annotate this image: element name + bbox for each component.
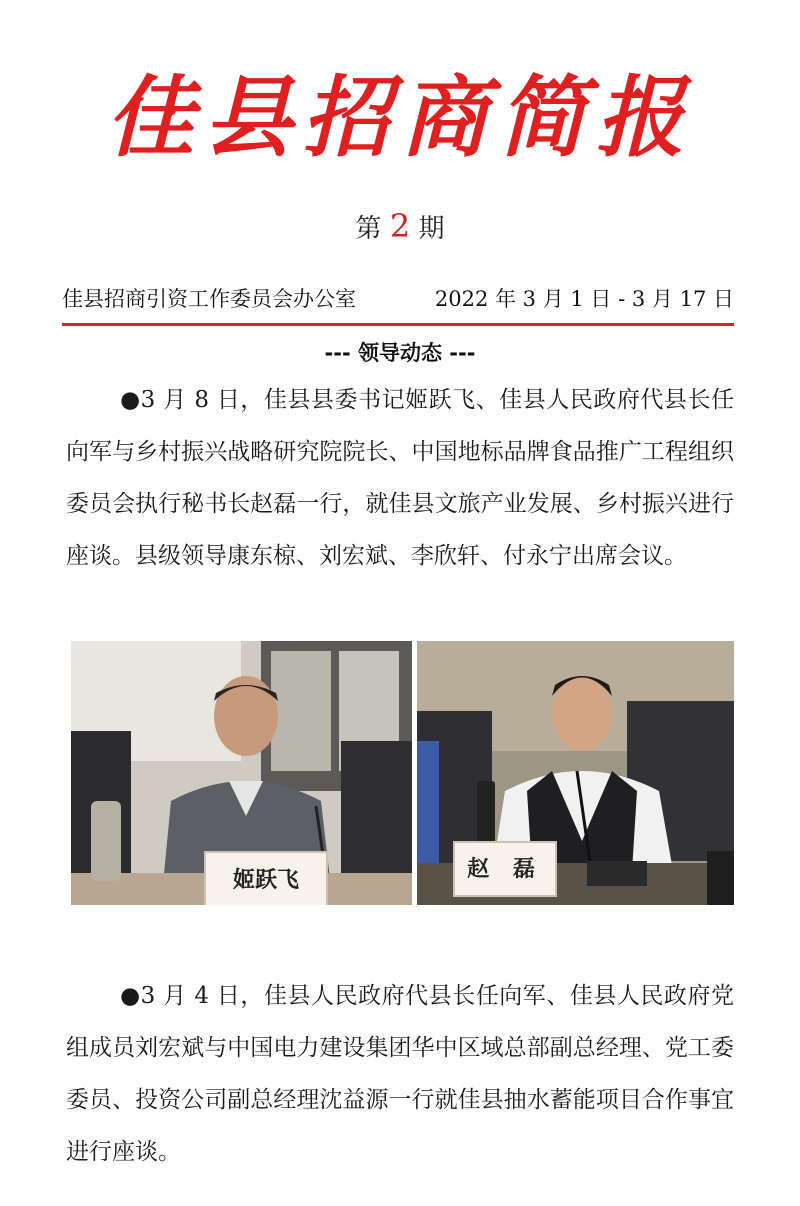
news-item-1: ●3 月 8 日，佳县县委书记姬跃飞、佳县人民政府代县长任向军与乡村振兴战略研究院院长、中国地标品牌食品推广工程组织委员会执行秘书长赵磊一行，就佳县文旅产业发展、乡村振兴进行座谈。县级领导康东椋、刘宏斌、李欣轩、付永宁出席会议。 [66, 387, 734, 569]
header-divider [62, 323, 734, 326]
issue-num: 2 [389, 207, 411, 245]
meeting-photo-right [417, 641, 734, 905]
issue-number [0, 206, 800, 249]
news-item-2: ●3 月 4 日，佳县人民政府代县长任向军、佳县人民政府党组成员刘宏斌与中国电力建设集团华中区域总部副总经理、党工委委员、投资公司副总经理沈益源一行就佳县抽水蓄能项目合作事宜进行座谈。 [66, 983, 734, 1165]
issuing-office: 佳县招商引资工作委员会办公室 [62, 287, 356, 311]
masthead-title: 佳县招商简报 [105, 65, 694, 169]
section-heading: --- 领导动态 --- [324, 341, 476, 365]
nameplate-left: 姬跃飞 [204, 851, 328, 905]
date-range: 2022 年 3 月 1 日 - 3 月 17 日 [434, 287, 734, 311]
issue-prefix: 第 [355, 214, 382, 244]
nameplate-right: 赵 磊 [453, 841, 557, 897]
meeting-photo-left [71, 641, 412, 905]
issue-suffix: 期 [418, 214, 445, 244]
byline [62, 282, 734, 316]
